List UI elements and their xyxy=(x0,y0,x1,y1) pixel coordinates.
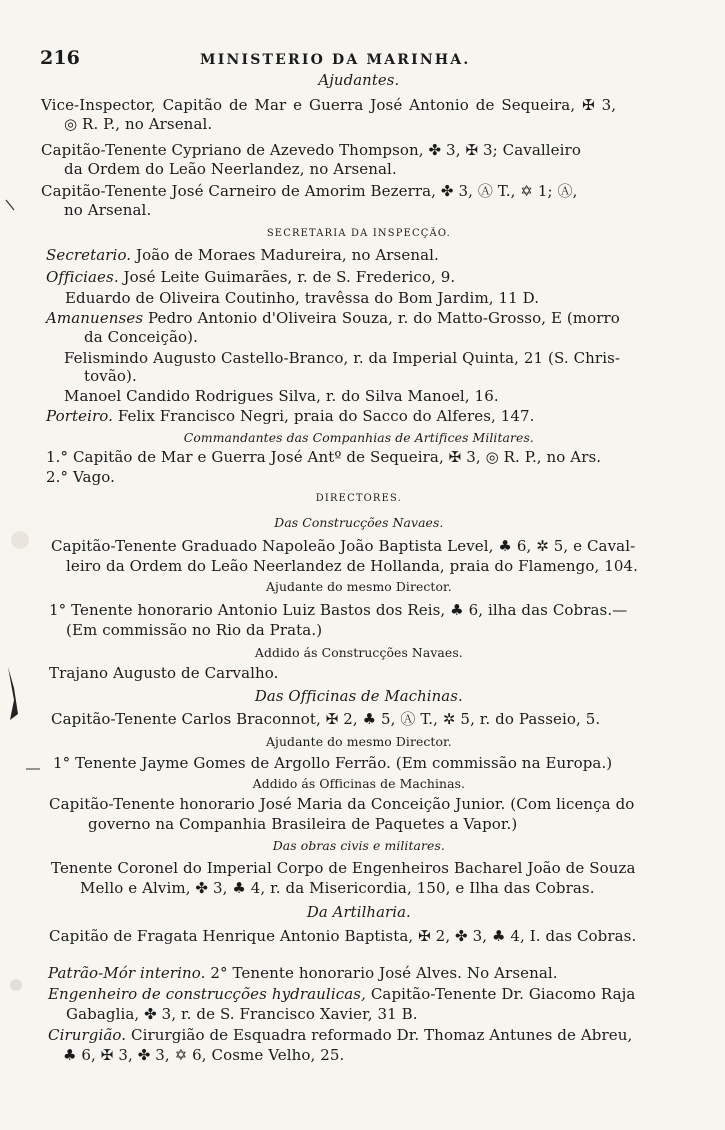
page-number: 216 xyxy=(40,47,80,69)
text-line: 1.° Capitão de Mar e Guerra José Antº de Sequeira, ✠ 3, ◎ R. P., no Ars. xyxy=(46,448,602,466)
subheading-ajudante: Ajudante do mesmo Director. xyxy=(266,734,452,749)
text-line: da Ordem do Leão Neerlandez, no Arsenal. xyxy=(64,160,397,178)
text-line: Capitão-Tenente Carlos Braconnot, ✠ 2, ♣ 5, Ⓐ T., ✲ 5, r. do Passeio, 5. xyxy=(51,710,601,728)
section-heading-directores: DIRECTORES. xyxy=(315,493,402,504)
role-label: Cirurgião. xyxy=(48,1026,127,1044)
section-heading-ajudantes: Ajudantes. xyxy=(318,71,400,89)
text-line: Vice-Inspector, Capitão de Mar e Guerra José Antonio de Sequeira, ✠ 3, xyxy=(41,96,617,114)
text-line: 1° Tenente honorario Antonio Luiz Bastos dos Reis, ♣ 6, ilha das Cobras.— xyxy=(49,601,628,619)
entry-text: João de Moraes Madureira, no Arsenal. xyxy=(131,246,439,264)
margin-tick-mark xyxy=(6,200,14,210)
subheading-addido: Addido ás Construcções Navaes. xyxy=(254,645,463,660)
paper-stain xyxy=(10,979,22,991)
role-label: Porteiro. xyxy=(46,407,113,425)
text-line: Capitão de Fragata Henrique Antonio Baptista, ✠ 2, ✤ 3, ♣ 4, I. das Cobras. xyxy=(49,927,637,945)
entry-text: Capitão-Tenente Dr. Giacomo Raja xyxy=(365,985,636,1003)
subheading-officinas: Das Officinas de Machinas. xyxy=(254,687,463,705)
paper-stain xyxy=(11,531,29,549)
text-line: ♣ 6, ✠ 3, ✤ 3, ✡ 6, Cosme Velho, 25. xyxy=(63,1046,345,1064)
subheading-artilharia: Da Artilharia. xyxy=(306,903,411,921)
entry-text: 2° Tenente honorario José Alves. No Arsenal. xyxy=(205,964,558,982)
text-line: da Conceição). xyxy=(84,328,198,346)
text-line: Capitão-Tenente Cypriano de Azevedo Thompson, ✤ 3, ✠ 3; Cavalleiro xyxy=(41,141,581,159)
margin-bracket-mark xyxy=(8,667,18,720)
text-line: Manoel Candido Rodrigues Silva, r. do Silva Manoel, 16. xyxy=(64,387,499,405)
text-line: Capitão-Tenente José Carneiro de Amorim Bezerra, ✤ 3, Ⓐ T., ✡ 1; Ⓐ, xyxy=(41,182,578,200)
text-line: ◎ R. P., no Arsenal. xyxy=(64,115,213,133)
subheading-addido: Addido ás Officinas de Machinas. xyxy=(252,776,466,791)
text-line: Capitão-Tenente Graduado Napoleão João Baptista Level, ♣ 6, ✲ 5, e Caval- xyxy=(51,537,636,555)
role-label: Secretario. xyxy=(46,246,132,264)
entry-text: José Leite Guimarães, r. de S. Frederico, 9. xyxy=(118,268,456,286)
entry-text: Cirurgião de Esquadra reformado Dr. Thomaz Antunes de Abreu, xyxy=(126,1026,633,1044)
text-line: no Arsenal. xyxy=(64,201,152,219)
text-line: Felismindo Augusto Castello-Branco, r. da Imperial Quinta, 21 (S. Chris- xyxy=(64,349,621,367)
text-line: Trajano Augusto de Carvalho. xyxy=(49,664,279,682)
subheading-construccoes: Das Construcções Navaes. xyxy=(274,515,444,530)
text-line: 2.° Vago. xyxy=(46,468,116,486)
text-line: Mello e Alvim, ✤ 3, ♣ 4, r. da Misericordia, 150, e Ilha das Cobras. xyxy=(80,879,595,897)
subheading-obras: Das obras civis e militares. xyxy=(272,838,445,853)
text-line: governo na Companhia Brasileira de Paquetes a Vapor.) xyxy=(88,815,518,833)
text-line: 1° Tenente Jayme Gomes de Argollo Ferrão. (Em commissão na Europa.) xyxy=(53,754,613,772)
role-label: Engenheiro de construcções hydraulicas, xyxy=(48,985,366,1003)
text-line: Tenente Coronel do Imperial Corpo de Engenheiros Bacharel João de Souza xyxy=(51,859,636,877)
role-label: Patrão-Mór interino. xyxy=(48,964,206,982)
entry-text: Pedro Antonio d'Oliveira Souza, r. do Matto-Grosso, E (morro xyxy=(143,309,620,327)
text-line: tovão). xyxy=(84,367,137,385)
entry-text: Felix Francisco Negri, praia do Sacco do Alferes, 147. xyxy=(113,407,535,425)
text-line: leiro da Ordem do Leão Neerlandez de Hollanda, praia do Flamengo, 104. xyxy=(66,557,639,575)
section-heading-companhias: Commandantes das Companhias de Artifices Militares. xyxy=(183,430,534,445)
text-line: Gabaglia, ✤ 3, r. de S. Francisco Xavier, 31 B. xyxy=(66,1005,418,1023)
role-label: Officiaes. xyxy=(46,268,119,286)
role-label: Amanuenses xyxy=(46,309,144,327)
section-heading-secretaria: SECRETARIA DA INSPECÇÃO. xyxy=(266,228,451,239)
running-title: MINISTERIO DA MARINHA. xyxy=(200,52,471,68)
subheading-ajudante: Ajudante do mesmo Director. xyxy=(266,579,452,594)
text-line: Eduardo de Oliveira Coutinho, travêssa do Bom Jardim, 11 D. xyxy=(65,289,540,307)
text-line: (Em commissão no Rio da Prata.) xyxy=(66,621,323,639)
text-line: Capitão-Tenente honorario José Maria da Conceição Junior. (Com licença do xyxy=(49,795,635,813)
